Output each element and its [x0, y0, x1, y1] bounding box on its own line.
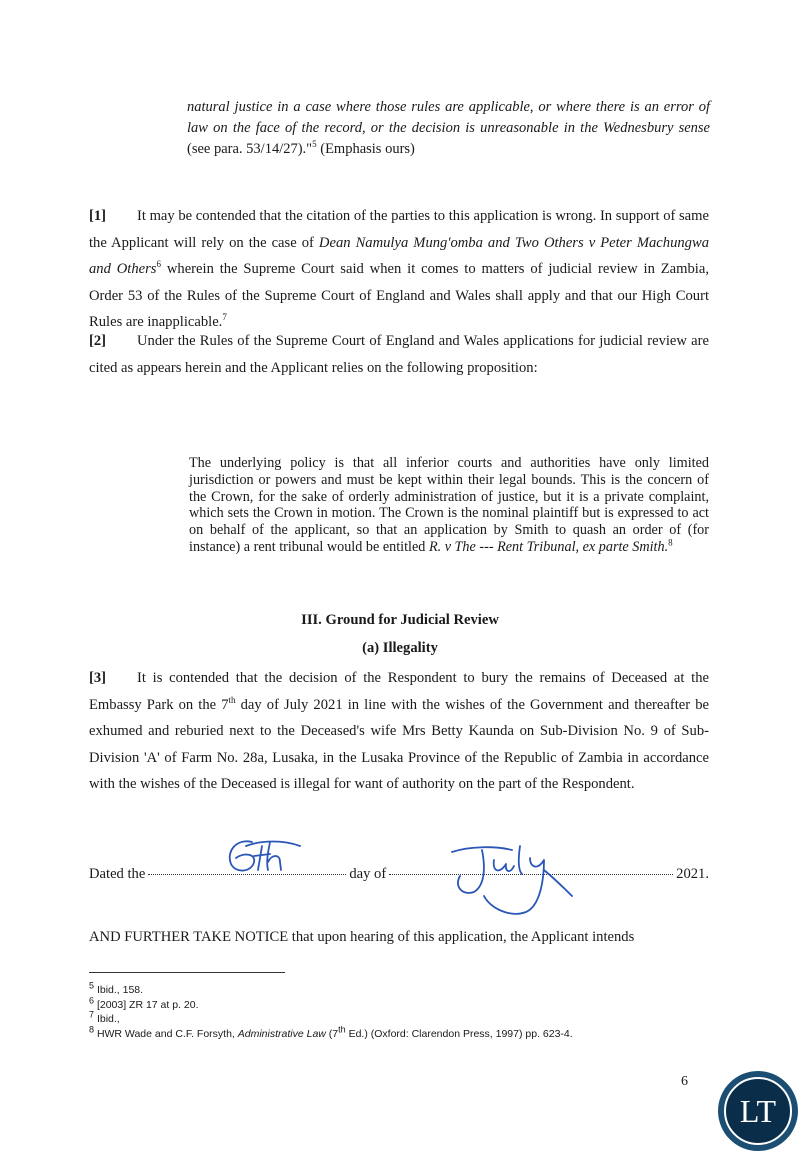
- paragraph-number: [1]: [89, 208, 107, 224]
- footnote-text: (7: [325, 1027, 339, 1040]
- footnote-text: HWR Wade and C.F. Forsyth,: [96, 1027, 238, 1040]
- footnote-separator: [89, 972, 285, 973]
- notice-text: that upon hearing of this application, the Applicant intends: [288, 929, 635, 945]
- paragraph-text: wherein the Supreme Court said when it comes to matters of judicial review in Zambia, Order 53 of the Rules of the Supreme Court of England and Wales shall apply and that our High Court Rules are inapplicable.: [89, 261, 709, 330]
- footnote-mark: 7: [89, 1009, 95, 1020]
- footnote-mark: 8: [89, 1024, 95, 1034]
- footnote-mark: 6: [89, 995, 95, 1005]
- case-name: R. v The --- Rent Tribunal, ex parte Smith.: [428, 538, 669, 555]
- block-quote-text: The underlying policy is that all inferior courts and authorities have only limited jurisdiction or powers and must be kept within their legal bounds. This is the concern of the Crown, for the sake of orderly administration of justice, but it is a private complaint, which sets the Crown in motion. The Crown is the nominal plaintiff but is expressed to act on behalf of the applicant, so that an application by Smith to quash an order of (for instance) a rent tribunal would be entitled: [189, 455, 709, 555]
- footnote-5: [89, 980, 729, 998]
- book-title: Administrative Law: [237, 1027, 326, 1040]
- paragraph-text: day of July 2021 in line with the wishes of the Government and thereafter be exhumed and reburied next to the Deceased's wife Mrs Betty Kaunda on Sub-Division No. 9 of Sub-Division 'A' of Farm No. 28a, Lusaka, in the Lusaka Province of the Republic of Zambia in accordance with the wishes of the Deceased is illegal for want of authority on the part of the Respondent.: [89, 696, 709, 792]
- section-heading: III. Ground for Judicial Review: [301, 612, 499, 628]
- footnote-8: [89, 1024, 729, 1042]
- dated-mid-label: day of: [349, 866, 387, 882]
- emphasis-note: (Emphasis ours): [316, 141, 415, 157]
- paragraph-text: Under the Rules of the Supreme Court of England and Wales applications for judicial review are cited as appears herein and the Applicant relies on the following proposition:: [89, 333, 709, 376]
- footnote-text: Ibid., 158.: [96, 984, 144, 996]
- page-number: 6: [681, 1074, 688, 1089]
- subsection-heading: (a) Illegality: [362, 640, 438, 656]
- quote-plain-text: (see para. 53/14/27).": [187, 141, 313, 157]
- footnote-ref: 5: [312, 139, 317, 150]
- ordinal-suffix: th: [338, 1024, 346, 1034]
- case-name: Dean Namulya Mung'omba and Two Others v Peter Machungwa and Others: [89, 234, 709, 277]
- notice-caps: AND FURTHER TAKE NOTICE: [89, 929, 289, 945]
- paragraph-number: [3]: [89, 670, 107, 686]
- footnote-ref: 7: [222, 312, 227, 323]
- footnote-text: [2003] ZR 17 at p. 20.: [96, 998, 199, 1011]
- footnote-mark: 5: [89, 980, 95, 991]
- footnote-text: Ed.) (Oxford: Clarendon Press, 1997) pp. 623-4.: [345, 1027, 573, 1040]
- footnotes: [89, 980, 729, 1041]
- paragraph-text: It may be contended that the citation of the parties to this application is wrong. In support of same the Applicant will rely on the case of: [89, 208, 709, 251]
- footnote-7: [89, 1009, 729, 1027]
- footnote-6: [89, 995, 729, 1013]
- lt-logo: [713, 1066, 799, 1152]
- paragraph-number: [2]: [89, 333, 107, 349]
- footnote-text: Ibid.,: [96, 1013, 120, 1025]
- dated-label: Dated the: [89, 866, 146, 882]
- further-notice-line: [89, 929, 709, 946]
- footnote-ref: 8: [668, 537, 673, 548]
- paragraph-text: It is contended that the decision of the Respondent to bury the remains of Deceased at the Embassy Park on the 7: [89, 670, 709, 713]
- logo-text: LT: [739, 1093, 777, 1129]
- dated-year: 2021.: [676, 866, 709, 882]
- ordinal-suffix: th: [228, 694, 236, 705]
- quote-italic-text: natural justice in a case where those rules are applicable, or where there is an error of law on the face of the record, or the decision is unreasonable in the Wednesbury sense: [187, 99, 710, 136]
- footnote-ref: 6: [156, 259, 161, 270]
